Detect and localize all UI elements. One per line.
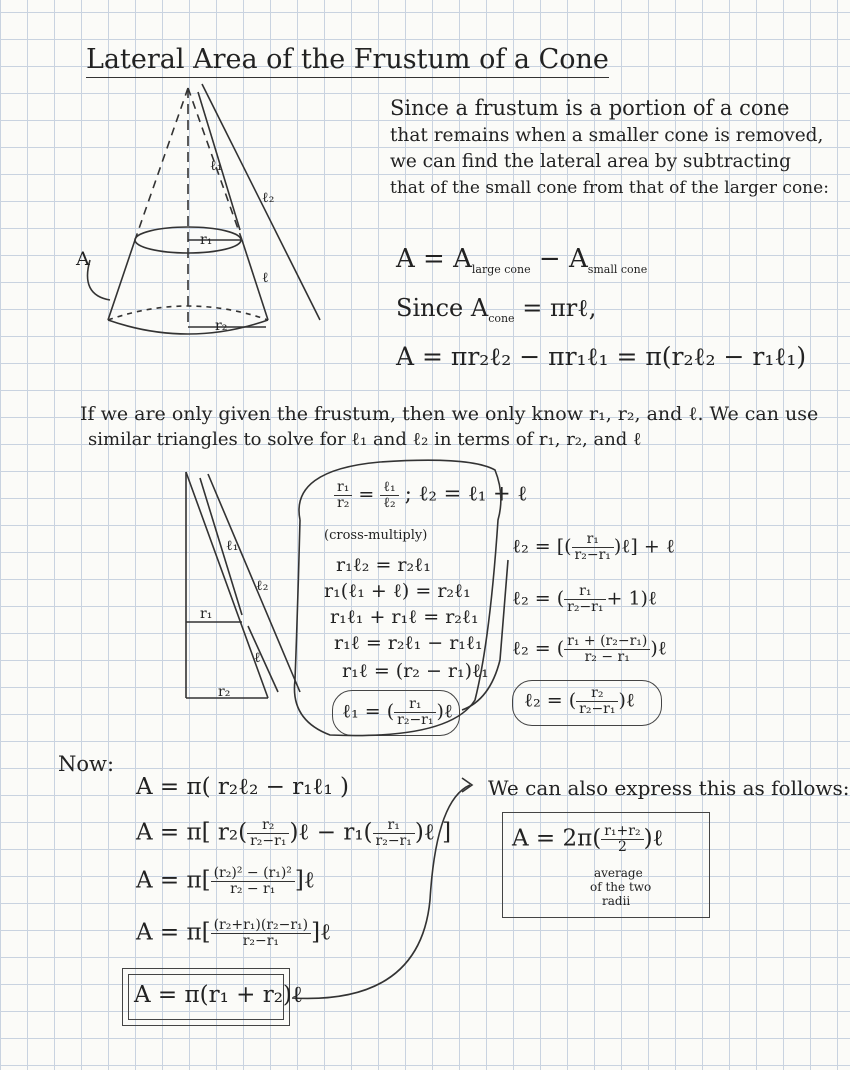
l2-result-num: r₂ — [576, 686, 618, 702]
label-l: ℓ — [262, 270, 269, 286]
alt-formula-num: r₁+r₂ — [601, 824, 643, 840]
final-formula: A = π(r₁ + r₂)ℓ — [134, 982, 303, 1008]
l2-result-den: r₂−r₁ — [579, 701, 616, 717]
l2-step-2-rhs: + 1)ℓ — [606, 587, 658, 610]
arrow-head-also — [462, 778, 472, 792]
now-step-2-den-2: r₂−r₁ — [375, 833, 412, 849]
ratio-left-den: r₂ — [337, 495, 350, 511]
intro-line-3: we can find the lateral area by subtracting — [390, 151, 791, 172]
now-step-3-a: A = π[ — [136, 867, 211, 894]
l1-to-l2-curve — [462, 560, 508, 710]
ratio-left-num: r₁ — [334, 480, 352, 496]
now-step-3-num: (r₂)² − (r₁)² — [211, 866, 295, 882]
triangle-label-l2: ℓ₂ — [256, 578, 269, 594]
triangle-label-r2: r₂ — [218, 684, 231, 700]
step-line-5: r₁ℓ = (r₂ − r₁)ℓ₁ — [342, 660, 489, 682]
l2-result-lhs: ℓ₂ = ( — [524, 689, 577, 712]
l2-relation: ; ℓ₂ = ℓ₁ + ℓ — [404, 481, 528, 506]
triangle-label-r1: r₁ — [200, 606, 213, 622]
now-label: Now: — [58, 752, 115, 776]
l1-result-lhs: ℓ₁ = ( — [342, 700, 395, 723]
ratio-equals: = — [358, 483, 375, 506]
l2-result-rhs: )ℓ — [618, 689, 635, 712]
alt-formula-den: 2 — [617, 839, 627, 855]
l2-step-3-rhs: )ℓ — [650, 637, 667, 660]
now-step-2-b: )ℓ − r₁( — [289, 819, 373, 846]
now-step-4-a: A = π[ — [136, 919, 211, 946]
now-step-4-b: ]ℓ — [311, 919, 332, 946]
given-text-line-1: If we are only given the frustum, then we only know r₁, r₂, and ℓ. We can use — [80, 403, 819, 425]
average-note-2: of the two — [590, 880, 652, 894]
label-r1: r₁ — [200, 232, 213, 248]
l2-step-1-lhs: ℓ₂ = [( — [512, 535, 572, 558]
cross-multiply-note: (cross-multiply) — [324, 528, 428, 543]
step-line-1: r₁ℓ₂ = r₂ℓ₁ — [336, 554, 431, 576]
label-l1: ℓ₁ — [210, 158, 223, 174]
now-step-3-fraction — [211, 866, 295, 897]
l2-step-2-lhs: ℓ₂ = ( — [512, 587, 565, 610]
derivation-loop — [294, 460, 500, 735]
l2-step-1-den: r₂−r₁ — [574, 547, 611, 563]
l1-result-num: r₁ — [394, 697, 436, 713]
l2-step-1-rhs: )ℓ] + ℓ — [613, 535, 675, 558]
eq-sub-large: large cone — [471, 263, 531, 277]
now-step-4-num: (r₂+r₁)(r₂−r₁) — [211, 918, 312, 934]
eq-pi-r-l: = πrℓ, — [522, 294, 597, 322]
ratio-right-num: ℓ₁ — [380, 480, 398, 496]
now-step-2-frac-2 — [373, 818, 415, 849]
alt-formula-b: )ℓ — [643, 825, 664, 852]
eq-sub-small: small cone — [587, 263, 648, 277]
page-title: Lateral Area of the Frustum of a Cone — [86, 44, 609, 78]
label-l2: ℓ₂ — [262, 190, 275, 206]
now-step-1: A = π( r₂ℓ₂ − r₁ℓ₁ ) — [136, 774, 349, 800]
step-line-3: r₁ℓ₁ + r₁ℓ = r₂ℓ₁ — [330, 606, 479, 628]
alternate-formula — [512, 824, 664, 855]
now-step-2-den-1: r₂−r₁ — [250, 833, 287, 849]
now-step-4-fraction — [211, 918, 312, 949]
intro-line-1: Since a frustum is a portion of a cone — [390, 96, 790, 120]
triangle-label-l: ℓ — [254, 650, 261, 666]
step-line-2: r₁(ℓ₁ + ℓ) = r₂ℓ₁ — [324, 580, 471, 602]
eq-a-large: A = A — [396, 244, 472, 274]
given-text-line-2: similar triangles to solve for ℓ₁ and ℓ₂ in terms of r₁, r₂, and ℓ — [88, 429, 642, 450]
now-step-4 — [136, 918, 331, 949]
now-step-4-den: r₂−r₁ — [242, 933, 280, 949]
now-step-2-a: A = π[ r₂( — [136, 819, 248, 846]
average-note-3: radii — [602, 894, 631, 908]
l2-step-2-den: r₂−r₁ — [567, 599, 604, 615]
now-step-3-b: ]ℓ — [294, 867, 315, 894]
l1-result-rhs: )ℓ — [436, 700, 453, 723]
average-note-1: average — [594, 866, 643, 880]
l2-step-3-lhs: ℓ₂ = ( — [512, 637, 565, 660]
also-express-text: We can also express this as follows: — [488, 776, 850, 800]
frustum-area-expression: A = πr₂ℓ₂ − πr₁ℓ₁ = π(r₂ℓ₂ − r₁ℓ₁) — [396, 342, 807, 371]
l2-step-2-num: r₁ — [564, 584, 606, 600]
l2-step-3-den: r₂ − r₁ — [584, 649, 630, 665]
now-step-2-num-1: r₂ — [247, 818, 289, 834]
eq-since: Since A — [396, 294, 489, 322]
l2-step-1-num: r₁ — [572, 532, 614, 548]
eq-minus-a: − A — [538, 244, 588, 274]
now-step-2-c: )ℓ ] — [414, 819, 452, 846]
ratio-right-den: ℓ₂ — [383, 495, 396, 511]
now-step-2 — [136, 818, 451, 849]
label-a: A — [76, 248, 90, 270]
now-step-3-den: r₂ − r₁ — [230, 881, 276, 897]
intro-line-4: that of the small cone from that of the larger cone: — [390, 178, 829, 198]
l2-step-3-num: r₁ + (r₂−r₁) — [564, 634, 650, 650]
triangle-label-l1: ℓ₁ — [226, 538, 239, 554]
intro-line-2: that remains when a smaller cone is removed, — [390, 125, 824, 146]
step-line-4: r₁ℓ = r₂ℓ₁ − r₁ℓ₁ — [334, 632, 483, 654]
label-r2: r₂ — [215, 318, 228, 334]
alt-formula-a: A = 2π( — [512, 825, 602, 852]
now-step-3 — [136, 866, 315, 897]
now-step-2-num-2: r₁ — [373, 818, 415, 834]
now-step-2-frac-1 — [247, 818, 289, 849]
l1-result-den: r₂−r₁ — [397, 712, 434, 728]
eq-sub-cone: cone — [488, 311, 515, 325]
alt-formula-fraction — [601, 824, 643, 855]
